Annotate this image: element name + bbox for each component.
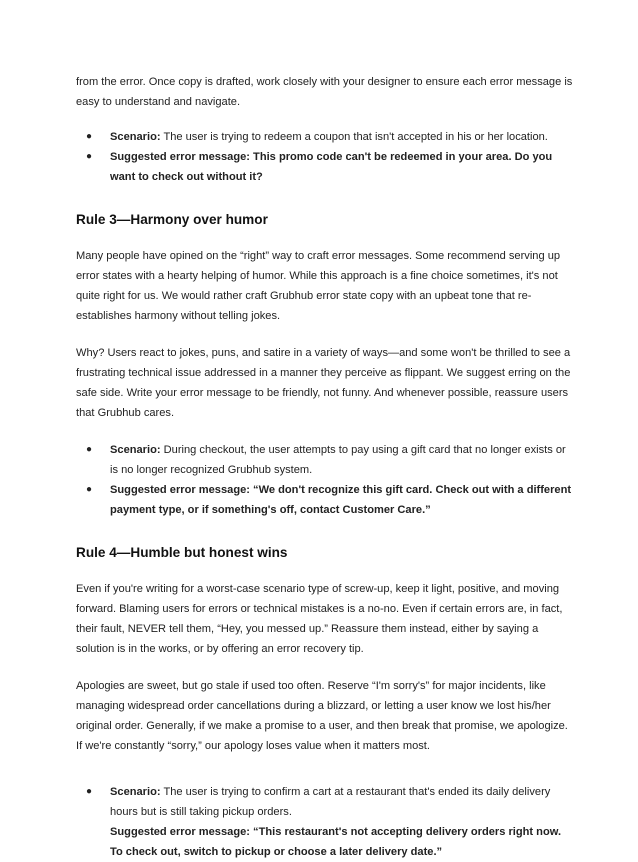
- bullet-icon: ●: [86, 131, 93, 142]
- scenario-text: The user is trying to confirm a cart at a restaurant that's ended its daily delivery hours but is still taking pickup orders.: [110, 786, 551, 818]
- list-item: [76, 480, 576, 520]
- rule-4-paragraph-1: Even if you're writing for a worst-case scenario type of screw-up, keep it light, positive, and moving forward. Blaming users for errors or technical mistakes is a no-no. Even if certain errors are, in fact, their fault, NEVER tell them, “Hey, you messed up.” Reassure them instead, either by saying a solution is in the works, or by offering an error recovery tip.: [76, 583, 563, 655]
- scenario-text: During checkout, the user attempts to pay using a gift card that no longer exists or is no longer recognized Grubhub system.: [110, 444, 566, 476]
- suggested-message-text: This promo code can't be redeemed in your area. Do you want to check out without it?: [110, 151, 553, 183]
- rule-4-heading: Rule 4—Humble but honest wins: [76, 545, 288, 560]
- scenario-label: Scenario:: [110, 131, 161, 143]
- scenario-text: The user is trying to redeem a coupon that isn't accepted in his or her location.: [160, 131, 548, 143]
- list-item: [76, 782, 576, 862]
- coupon-example-list: [76, 127, 576, 187]
- rule-3-paragraph-2: Why? Users react to jokes, puns, and satire in a variety of ways—and some won't be thrilled to see a frustrating technical issue addressed in a manner they perceive as flippant. We suggest erring on the safe side. Write your error message to be friendly, not funny. And whenever possible, reassure users that Grubhub cares.: [76, 347, 571, 419]
- suggested-message-label: Suggested error message:: [110, 151, 250, 163]
- suggested-message-text: “This restaurant's not accepting delivery orders right now. To check out, switch to pickup or choose a later delivery date.”: [110, 826, 562, 858]
- list-item: [76, 127, 576, 147]
- scenario-label: Scenario:: [110, 444, 161, 456]
- delivery-example-list: [76, 782, 576, 862]
- bullet-icon: ●: [86, 444, 93, 455]
- scenario-label: Scenario:: [110, 786, 161, 798]
- gift-card-example-list: [76, 440, 576, 520]
- list-item: [76, 147, 576, 187]
- rule-3-heading: Rule 3—Harmony over humor: [76, 212, 268, 227]
- bullet-icon: ●: [86, 484, 93, 495]
- rule-4-paragraph-2: Apologies are sweet, but go stale if used too often. Reserve “I'm sorry's” for major incidents, like managing widespread order cancellations during a blizzard, or letting a user know we lost his/her original order. Generally, if we make a promise to a user, and then break that promise, we apologize. If we're constantly “sorry,” our apology loses value when it matters most.: [76, 680, 568, 752]
- suggested-message-text: “We don't recognize this gift card. Check out with a different payment type, or if something's off, contact Customer Care.”: [110, 484, 572, 516]
- suggested-message-label: Suggested error message:: [110, 826, 250, 838]
- intro-paragraph: from the error. Once copy is drafted, work closely with your designer to ensure each error message is easy to understand and navigate.: [76, 76, 573, 108]
- document-page: [76, 72, 576, 862]
- bullet-icon: ●: [86, 786, 93, 797]
- suggested-message-label: Suggested error message:: [110, 484, 250, 496]
- rule-3-paragraph-1: Many people have opined on the “right” way to craft error messages. Some recommend serving up error states with a hearty helping of humor. While this approach is a fine choice sometimes, it's not quite right for us. We would rather craft Grubhub error state copy with an upbeat tone that re-establishes harmony without telling jokes.: [76, 250, 561, 322]
- bullet-icon: ●: [86, 151, 93, 162]
- list-item: [76, 440, 576, 480]
